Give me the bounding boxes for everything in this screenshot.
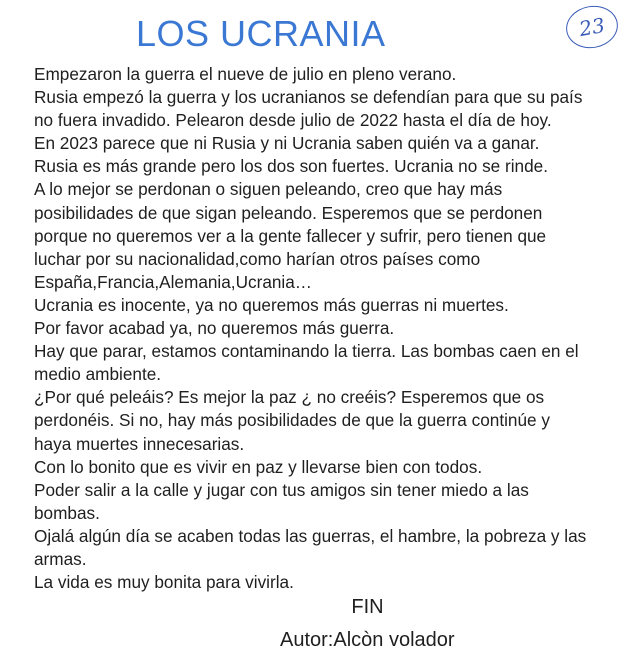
- text-line: Poder salir a la calle y jugar con tus amigos sin tener miedo a las: [34, 479, 529, 500]
- text-line: porque no queremos ver a la gente fallecer y sufrir, pero tienen que: [34, 225, 547, 246]
- text-line: medio ambiente.: [34, 364, 162, 385]
- text-line: posibilidades de que sigan peleando. Esperemos que se perdonen: [34, 202, 543, 223]
- text-line: perdonéis. Si no, hay más posibilidades de que la guerra continúe y: [34, 410, 550, 431]
- text-line: armas.: [34, 548, 87, 569]
- text-line: ¿Por qué peleáis? Es mejor la paz ¿ no creéis? Esperemos que os: [34, 387, 545, 408]
- ending-text: FIN: [351, 596, 384, 618]
- author-credit: Autor:Alcòn volador: [280, 629, 455, 651]
- text-line: La vida es muy bonita para vivirla.: [34, 572, 294, 593]
- page-title: LOS UCRANIA: [136, 13, 386, 54]
- text-line: Ucrania es inocente, ya no queremos más guerras ni muertes.: [34, 294, 509, 315]
- text-line: no fuera invadido. Pelearon desde julio de 2022 hasta el día de hoy.: [34, 110, 552, 131]
- text-line: bombas.: [34, 502, 100, 523]
- body-text: [34, 63, 614, 594]
- text-line: En 2023 parece que ni Rusia y ni Ucrania saben quién va a ganar.: [34, 133, 540, 154]
- text-line: Con lo bonito que es vivir en paz y llevarse bien con todos.: [34, 456, 483, 477]
- text-line: Rusia es más grande pero los dos son fuertes. Ucrania no se rinde.: [34, 156, 548, 177]
- text-line: Ojalá algún día se acaben todas las guerras, el hambre, la pobreza y las: [34, 525, 587, 546]
- text-line: España,Francia,Alemania,Ucrania…: [34, 271, 312, 292]
- handwritten-page-number: [563, 2, 622, 52]
- text-line: haya muertes innecesarias.: [34, 433, 245, 454]
- text-line: Por favor acabad ya, no queremos más guerra.: [34, 318, 395, 339]
- text-line: Empezaron la guerra el nueve de julio en pleno verano.: [34, 64, 457, 84]
- text-line: Rusia empezó la guerra y los ucranianos se defendían para que su país: [34, 87, 583, 108]
- page-number-text: 23: [577, 12, 607, 42]
- text-line: Hay que parar, estamos contaminando la tierra. Las bombas caen en el: [34, 341, 579, 362]
- text-line: luchar por su nacionalidad,como harían otros países como: [34, 248, 481, 269]
- text-line: A lo mejor se perdonan o siguen peleando, creo que hay más: [34, 179, 503, 200]
